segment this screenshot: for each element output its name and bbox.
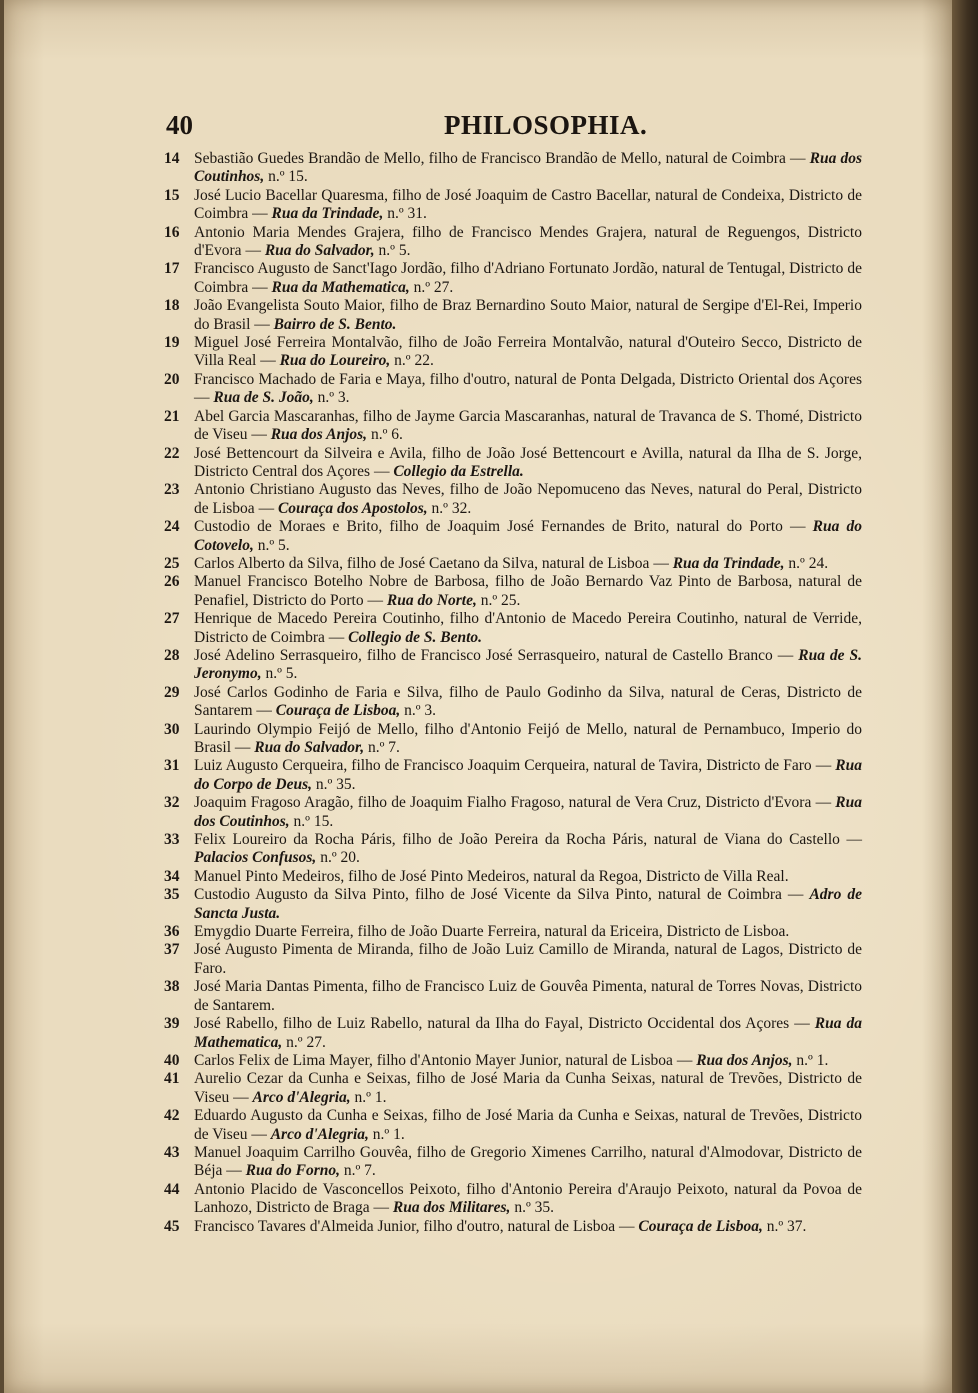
entry-address: Rua dos Militares, [392, 1199, 511, 1217]
entry-separator: — [615, 1217, 639, 1235]
entry-address: Arco d'Alegria, [270, 1125, 369, 1143]
entry-text: Manuel Joaquim Carrilho Gouvêa, filho de Gregorio Ximenes Carrilho, natural d'Almodovar, Districto de Béja [194, 1143, 862, 1180]
entry-address: Rua dos Anjos, [270, 426, 368, 444]
entry-text: José Adelino Serrasqueiro, filho de Francisco José Serrasqueiro, natural de Castello Branco [194, 646, 773, 664]
entry-text: Laurindo Olympio Feijó de Mello, filho d'Antonio Feijó de Mello, natural de Pernambuco, Imperio do Brasil [194, 720, 862, 756]
entry-number: 38 [164, 978, 180, 996]
entry-text: Felix Loureiro da Rocha Páris, filho de João Pereira da Rocha Páris, natural de Viana do Castello [194, 831, 840, 849]
entry-separator: — [782, 518, 813, 536]
entry-address: Couraça dos Apostolos, [277, 499, 428, 517]
list-item [164, 794, 862, 831]
entry-address: Collegio da Estrella. [393, 462, 524, 480]
entry-separator: — [252, 702, 276, 720]
entry-house-number: n.º 6. [367, 426, 403, 444]
entry-separator: — [811, 794, 836, 812]
entry-house-number: n.º 27. [282, 1033, 326, 1051]
list-item [164, 868, 862, 886]
list-item [164, 1070, 862, 1107]
entry-number: 17 [164, 260, 180, 278]
entry-separator: — [649, 554, 673, 572]
list-item [164, 150, 862, 187]
entry-text: José Carlos Godinho de Faria e Silva, filho de Paulo Godinho da Silva, natural de Ceras, Districto de Santarem [194, 683, 862, 720]
entry-number: 26 [164, 573, 180, 591]
list-item [164, 1107, 862, 1144]
entry-separator: — [789, 1015, 815, 1033]
entry-number: 24 [164, 518, 180, 536]
list-item [164, 481, 862, 518]
list-item [164, 445, 862, 482]
entry-separator: — [231, 739, 255, 756]
entry-text: Francisco Tavares d'Almeida Junior, filho d'outro, natural de Lisboa [194, 1217, 616, 1235]
entry-house-number: n.º 27. [409, 278, 454, 296]
entry-separator: — [370, 462, 394, 480]
entry-house-number: n.º 5. [261, 665, 298, 683]
list-item [164, 1218, 862, 1236]
entry-address: Rua do Loureiro, [279, 352, 391, 370]
entry-address: Couraça de Lisboa, [275, 702, 401, 720]
entry-separator: — [250, 315, 274, 333]
entry-house-number: n.º 3. [400, 702, 437, 720]
entry-text: Manuel Francisco Botelho Nobre de Barbosa, filho de João Bernardo Vaz Pinto de Barbosa, natural de Penafiel, Districto do Porto [194, 573, 862, 609]
list-item [164, 941, 862, 978]
entry-text: Henrique de Macedo Pereira Coutinho, filho d'Antonio de Macedo Pereira Coutinho, natural de Verride, Districto de Coimbra [194, 610, 862, 646]
entry-address: Rua de S. Jeronymo, [194, 646, 862, 683]
entry-separator: — [254, 499, 278, 517]
entry-address: Rua de S. João, [213, 389, 314, 407]
entry-number: 21 [164, 407, 180, 425]
entry-number: 14 [164, 150, 180, 167]
entry-separator: — [324, 628, 349, 646]
list-item [164, 757, 862, 794]
entry-text: João Evangelista Souto Maior, filho de Braz Bernardino Souto Maior, natural de Sergipe d'El-Rei, Imperio do Brasil [194, 297, 862, 333]
entry-text: Manuel Pinto Medeiros, filho de José Pinto Medeiros, natural da Regoa, Districto de Villa Real. [194, 867, 789, 885]
entry-number: 32 [164, 794, 180, 812]
entry-text: Carlos Alberto da Silva, filho de José Caetano da Silva, natural de Lisboa [194, 554, 650, 572]
list-item [164, 886, 862, 923]
entry-text: Emygdio Duarte Ferreira, filho de João Duarte Ferreira, natural da Ericeira, Districto de Lisboa. [194, 923, 790, 941]
entry-address: Rua do Corpo de Deus, [194, 757, 863, 793]
entry-text: José Rabello, filho de Luiz Rabello, natural da Ilha do Fayal, Districto Occidental dos Açores [194, 1015, 790, 1033]
list-item [164, 721, 862, 758]
entry-number: 40 [164, 1051, 180, 1069]
entry-separator: — [781, 886, 810, 904]
list-item [164, 684, 862, 721]
entry-text: Custodio de Moraes e Brito, filho de Joaquim José Fernandes de Brito, natural do Porto [194, 518, 783, 536]
entry-house-number: n.º 5. [253, 536, 290, 554]
entry-separator: — [194, 389, 214, 407]
list-item [164, 518, 862, 555]
entry-house-number: n.º 15. [289, 812, 334, 830]
entry-address: Palacios Confusos, [194, 849, 317, 867]
entry-number: 33 [164, 831, 180, 849]
entry-house-number: n.º 1. [792, 1051, 829, 1069]
entry-text: Miguel José Ferreira Montalvão, filho de João Ferreira Montalvão, natural d'Outeiro Secco, Districto de Villa Real [194, 334, 862, 370]
entry-address: Rua da Mathematica, [271, 278, 410, 296]
entry-text: Custodio Augusto da Silva Pinto, filho de José Vicente da Silva Pinto, natural de Coimbra [194, 886, 782, 904]
entry-number: 25 [164, 554, 180, 572]
page-header [166, 106, 866, 146]
entry-number: 44 [164, 1180, 180, 1198]
entry-address: Arco d'Alegria, [252, 1088, 351, 1106]
entry-address: Rua dos Coutinhos, [194, 150, 862, 186]
entry-text: Antonio Placido de Vasconcellos Peixoto, filho d'Antonio Pereira d'Araujo Peixoto, natural da Povoa de Lanhozo, Districto de Braga [194, 1180, 862, 1217]
entry-number: 43 [164, 1143, 180, 1161]
entry-address: Rua do Salvador, [264, 242, 375, 260]
entry-number: 16 [164, 223, 180, 241]
entry-house-number: n.º 20. [316, 849, 360, 867]
student-list [164, 150, 862, 1236]
book-spine [952, 0, 978, 1393]
entry-number: 20 [164, 370, 180, 388]
list-item [164, 260, 862, 297]
entry-number: 22 [164, 444, 180, 462]
entry-text: Francisco Augusto de Sanct'Iago Jordão, filho d'Adriano Fortunato Jordão, natural de Tentugal, Districto de Coimbra [194, 260, 862, 296]
entry-address: Rua do Forno, [245, 1162, 340, 1180]
list-item [164, 573, 862, 610]
list-item [164, 408, 862, 445]
entry-number: 23 [164, 481, 180, 499]
entry-house-number: n.º 1. [368, 1125, 405, 1143]
entry-text: Luiz Augusto Cerqueira, filho de Francisco Joaquim Cerqueira, natural de Tavira, Districto de Faro [194, 757, 812, 775]
entry-text: Carlos Felix de Lima Mayer, filho d'Antonio Mayer Junior, natural de Lisboa [194, 1051, 673, 1069]
entry-address: Rua do Norte, [386, 591, 477, 609]
entry-house-number: n.º 35. [311, 775, 356, 793]
entry-separator: — [248, 278, 272, 296]
list-item [164, 831, 862, 868]
entry-house-number: n.º 3. [313, 389, 350, 407]
entry-address: Rua do Cotovelo, [194, 518, 862, 554]
list-item [164, 297, 862, 334]
entry-address: Rua da Trindade, [672, 554, 785, 572]
entry-text: José Lucio Bacellar Quaresma, filho de José Joaquim de Castro Bacellar, natural de Condeixa, Districto de Coimbra [194, 186, 862, 223]
entry-address: Couraça de Lisboa, [638, 1217, 763, 1235]
entry-number: 36 [164, 923, 180, 941]
entry-text: José Augusto Pimenta de Miranda, filho de João Luiz Camillo de Miranda, natural de Lagos, Districto de Faro. [194, 941, 862, 977]
entry-separator: — [363, 591, 387, 609]
entry-text: Joaquim Fragoso Aragão, filho de Joaquim Fialho Fragoso, natural de Vera Cruz, Districto d'Evora [194, 794, 812, 812]
entry-house-number: n.º 15. [264, 168, 308, 186]
list-item [164, 371, 862, 408]
entry-separator: — [369, 1199, 393, 1217]
entry-number: 29 [164, 683, 180, 701]
entry-address: Rua do Salvador, [254, 739, 365, 756]
entry-number: 27 [164, 610, 180, 628]
entry-house-number: n.º 7. [339, 1162, 376, 1180]
entry-house-number: n.º 35. [510, 1199, 554, 1217]
list-item [164, 555, 862, 573]
entry-number: 41 [164, 1070, 180, 1088]
entry-separator: — [247, 426, 271, 444]
entry-house-number: n.º 32. [427, 499, 472, 517]
entry-address: Rua da Mathematica, [194, 1015, 862, 1051]
entry-number: 42 [164, 1107, 180, 1125]
list-item [164, 1052, 862, 1070]
entry-number: 39 [164, 1015, 180, 1033]
entry-text: Eduardo Augusto da Cunha e Seixas, filho de José Maria da Cunha e Seixas, natural de Trevões, Districto de Viseu [194, 1107, 862, 1143]
entry-text: José Maria Dantas Pimenta, filho de Francisco Luiz de Gouvêa Pimenta, natural de Torres Novas, Districto de Santarem. [194, 978, 862, 1014]
entry-address: Collegio de S. Bento. [348, 628, 483, 646]
entry-separator: — [672, 1051, 697, 1069]
entry-address: Rua dos Coutinhos, [194, 794, 863, 830]
list-item [164, 978, 862, 1015]
entry-house-number: n.º 25. [476, 591, 521, 609]
entry-text: Francisco Machado de Faria e Maya, filho d'outro, natural de Ponta Delgada, Districto Oriental dos Açores [194, 370, 862, 388]
entry-address: Adro de Sancta Justa. [194, 886, 863, 922]
entry-separator: — [785, 150, 810, 167]
entry-house-number: n.º 31. [383, 205, 427, 223]
entry-number: 37 [164, 941, 180, 959]
entry-address: Rua da Trindade, [271, 205, 384, 223]
entry-separator: — [247, 1125, 271, 1143]
entry-number: 30 [164, 720, 180, 738]
entry-separator: — [229, 1088, 253, 1106]
entry-separator: — [241, 242, 265, 260]
entry-separator: — [839, 831, 863, 849]
page-number: 40 [166, 110, 193, 140]
entry-address: Bairro de S. Bento. [273, 315, 397, 333]
page-title: PHILOSOPHIA. [444, 110, 648, 140]
entry-number: 15 [164, 186, 180, 204]
entry-number: 35 [164, 886, 180, 904]
entry-house-number: n.º 24. [784, 554, 829, 572]
list-item [164, 334, 862, 371]
entry-number: 28 [164, 646, 180, 664]
list-item [164, 647, 862, 684]
entry-house-number: n.º 22. [390, 352, 434, 370]
entry-number: 34 [164, 867, 180, 885]
entry-text: José Bettencourt da Silveira e Avila, filho de João José Bettencourt e Avilla, natural da Ilha de S. Jorge, Districto Central dos Açores [194, 444, 862, 480]
entry-number: 18 [164, 297, 180, 315]
list-item [164, 187, 862, 224]
entry-text: Sebastião Guedes Brandão de Mello, filho de Francisco Brandão de Mello, natural de Coimbra [194, 150, 786, 167]
entry-text: Abel Garcia Mascaranhas, filho de Jayme Garcia Mascaranhas, natural de Travanca de S. Thomé, Districto de Viseu [194, 407, 862, 444]
list-item [164, 224, 862, 261]
book-page [4, 0, 952, 1393]
entry-house-number: n.º 7. [364, 739, 400, 756]
entry-address: Rua dos Anjos, [696, 1051, 793, 1069]
entry-text: Antonio Christiano Augusto das Neves, filho de João Nepomuceno das Neves, natural do Peral, Districto de Lisboa [194, 481, 862, 517]
entry-separator: — [772, 646, 799, 664]
entry-text: Antonio Maria Mendes Grajera, filho de Francisco Mendes Grajera, natural de Reguengos, Districto d'Evora [194, 223, 862, 260]
list-item [164, 1015, 862, 1052]
list-item [164, 923, 862, 941]
list-item [164, 1181, 862, 1218]
entry-separator: — [248, 205, 272, 223]
entry-separator: — [222, 1162, 246, 1180]
entry-house-number: n.º 5. [374, 242, 411, 260]
entry-separator: — [811, 757, 836, 775]
entry-text: Aurelio Cezar da Cunha e Seixas, filho de José Maria da Cunha Seixas, natural de Trevões, Districto de Viseu [194, 1070, 862, 1106]
list-item [164, 1144, 862, 1181]
entry-house-number: n.º 37. [762, 1217, 807, 1235]
entry-number: 19 [164, 334, 180, 352]
list-item [164, 610, 862, 647]
entry-number: 31 [164, 757, 180, 775]
entry-separator: — [256, 352, 280, 370]
entry-number: 45 [164, 1217, 180, 1235]
entry-house-number: n.º 1. [350, 1088, 387, 1106]
